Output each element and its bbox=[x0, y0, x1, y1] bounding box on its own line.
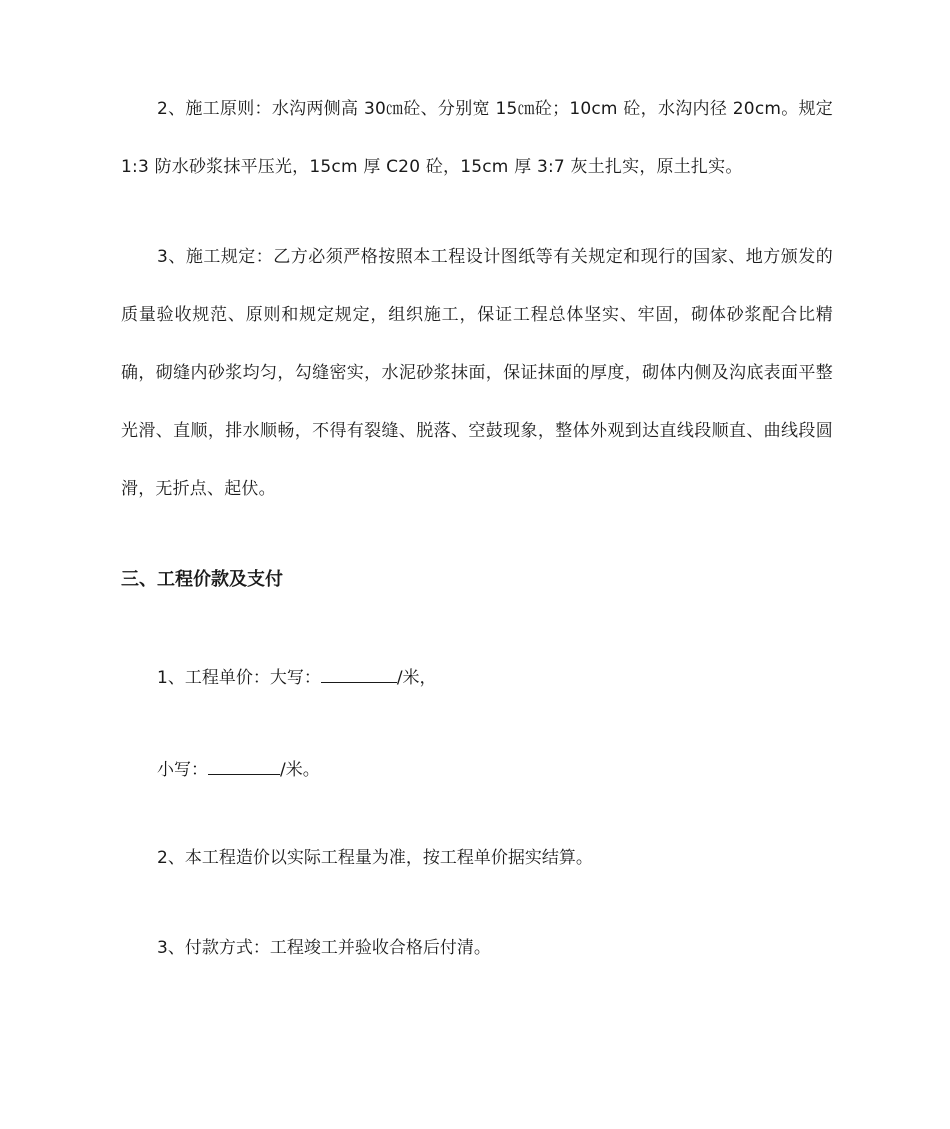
construction-requirements-paragraph: 3、施工规定：乙方必须严格按照本工程设计图纸等有关规定和现行的国家、地方颁发的质量验收规范、原则和规定规定，组织施工，保证工程总体坚实、牢固，砌体砂浆配合比精确，砌缝内砂浆均匀，勾缝密实，水泥砂浆抹面，保证抹面的厚度，砌体内侧及沟底表面平整光滑、直顺，排水顺畅，不得有裂缝、脱落、空鼓现象，整体外观到达直线段顺直、曲线段圆滑，无折点、起伏。 bbox=[121, 247, 833, 499]
section-heading-price-payment: 三、工程价款及支付 bbox=[121, 569, 283, 590]
unit-price-lowercase-line bbox=[157, 756, 320, 782]
settlement-clause: 2、本工程造价以实际工程量为准，按工程单价据实结算。 bbox=[157, 848, 593, 868]
unit-price-uppercase-blank[interactable] bbox=[321, 664, 397, 683]
lowercase-label: 小写： bbox=[157, 760, 208, 780]
unit-price-lowercase-blank[interactable] bbox=[208, 756, 280, 775]
lowercase-unit: /米。 bbox=[280, 760, 320, 780]
construction-principle-paragraph: 2、施工原则：水沟两侧高 30㎝砼、分别宽 15㎝砼；10cm 砼，水沟内径 20cm。规定 1:3 防水砂浆抹平压光，15cm 厚 C20 砼，15cm 厚 3:7 灰土扎实，原土扎实。 bbox=[121, 99, 833, 177]
unit-price-label: 1、工程单价：大写： bbox=[157, 668, 321, 688]
payment-method-clause: 3、付款方式：工程竣工并验收合格后付清。 bbox=[157, 938, 491, 958]
unit-price-line bbox=[157, 664, 437, 690]
unit-price-unit: /米， bbox=[396, 668, 437, 688]
